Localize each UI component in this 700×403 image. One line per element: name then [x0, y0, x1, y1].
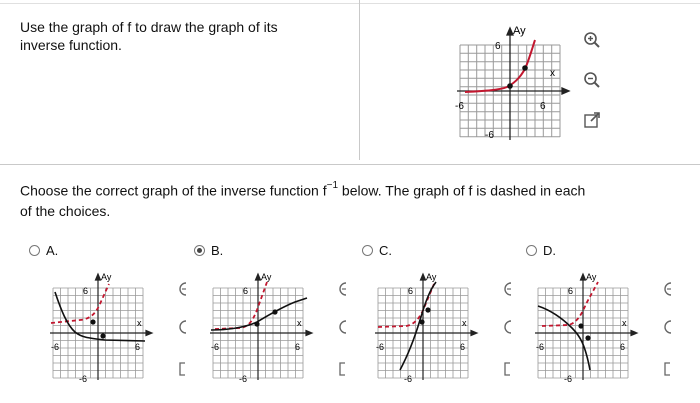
option-a-label: A. — [46, 243, 59, 258]
option-b-radio[interactable] — [194, 245, 205, 256]
top-border — [0, 3, 700, 4]
option-d-graph-tick-neg6-x: -6 — [536, 342, 545, 352]
option-a-radio[interactable] — [29, 245, 40, 256]
option-a[interactable] — [29, 243, 58, 258]
main-graph-x-label: x — [550, 68, 555, 79]
option-a-graph-y-label: Ay — [101, 272, 112, 282]
option-a-external-link-icon[interactable] — [175, 360, 189, 378]
option-d-graph-point — [578, 323, 583, 328]
option-b-zoom-out-icon[interactable] — [335, 318, 349, 336]
option-c-graph-x-label: x — [462, 318, 467, 328]
option-a-zoom-in-icon[interactable] — [175, 280, 189, 298]
option-a-graph-tick-neg6-x: -6 — [51, 342, 60, 352]
prompt-line-2: of the choices. — [20, 202, 111, 219]
question-text — [20, 18, 340, 54]
panel-divider — [359, 0, 360, 160]
question-line-2: inverse function. — [20, 37, 122, 53]
option-c-dashed-curve — [378, 284, 434, 327]
option-b-graph — [205, 270, 315, 385]
option-d[interactable] — [526, 243, 556, 258]
option-d-graph-tick-6-y: 6 — [568, 286, 574, 296]
main-graph-tick-neg6-y: -6 — [485, 130, 494, 141]
option-c[interactable] — [362, 243, 392, 258]
prompt-text-after: below. The graph of f is dashed in each — [341, 182, 586, 199]
option-d-graph-tick-neg6-y: -6 — [564, 374, 573, 384]
option-a-graph-tick-6-x: 6 — [135, 342, 141, 352]
option-a-graph-x-label: x — [137, 318, 142, 328]
option-b-external-link-icon[interactable] — [335, 360, 349, 378]
option-c-graph — [370, 270, 480, 385]
inverse-superscript: −1 — [326, 180, 339, 191]
option-d-graph-y-label: Ay — [586, 272, 597, 282]
main-graph-point — [522, 65, 528, 71]
option-b-graph-point — [272, 309, 277, 314]
option-a-graph-tick-neg6-y: -6 — [79, 374, 88, 384]
option-b-graph-tick-6-x: 6 — [295, 342, 301, 352]
option-b-graph-x-label: x — [297, 318, 302, 328]
option-a-zoom-out-icon[interactable] — [175, 318, 189, 336]
question-line-1: Use the graph of f to draw the graph of its — [20, 19, 278, 35]
option-d-external-link-icon[interactable] — [660, 360, 674, 378]
main-graph — [445, 20, 575, 145]
zoom-in-icon[interactable] — [582, 30, 602, 50]
option-b-graph-y-label: Ay — [261, 272, 272, 282]
option-d-graph — [530, 270, 640, 385]
option-b-graph-point — [254, 321, 259, 326]
option-d-graph-point — [585, 335, 590, 340]
option-a-graph-point — [100, 333, 105, 338]
option-d-label: D. — [543, 243, 556, 258]
option-b-graph-tick-neg6-x: -6 — [211, 342, 220, 352]
option-c-zoom-out-icon[interactable] — [500, 318, 514, 336]
prompt-text — [20, 178, 690, 221]
external-link-icon[interactable] — [582, 110, 602, 130]
option-d-zoom-out-icon[interactable] — [660, 318, 674, 336]
option-a-graph-tick-6-y: 6 — [83, 286, 89, 296]
option-c-graph-y-label: Ay — [426, 272, 437, 282]
option-b-label: B. — [211, 243, 224, 258]
option-d-radio[interactable] — [526, 245, 537, 256]
zoom-out-icon[interactable] — [582, 70, 602, 90]
main-graph-tick-6-x: 6 — [540, 101, 546, 112]
option-c-radio[interactable] — [362, 245, 373, 256]
option-d-graph-x-label: x — [622, 318, 627, 328]
option-c-graph-tick-neg6-y: -6 — [404, 374, 413, 384]
prompt-text-before: Choose the correct graph of the inverse function f — [20, 182, 327, 199]
option-b-graph-tick-neg6-y: -6 — [239, 374, 248, 384]
option-c-graph-tick-6-x: 6 — [460, 342, 466, 352]
option-c-graph-tick-neg6-x: -6 — [376, 342, 385, 352]
option-b-dashed-curve — [215, 282, 267, 329]
option-c-zoom-in-icon[interactable] — [500, 280, 514, 298]
option-d-zoom-in-icon[interactable] — [660, 280, 674, 298]
option-a-solid-curve — [55, 292, 145, 341]
option-a-graph-point — [90, 319, 95, 324]
option-a-graph — [45, 270, 155, 385]
option-b[interactable] — [194, 243, 223, 258]
option-c-graph-point — [419, 319, 424, 324]
option-b-graph-tick-6-y: 6 — [243, 286, 249, 296]
section-divider — [0, 164, 700, 165]
main-graph-point — [507, 83, 513, 89]
option-c-external-link-icon[interactable] — [500, 360, 514, 378]
main-graph-y-label: Ay — [513, 25, 526, 37]
main-graph-tick-neg6-x: -6 — [455, 101, 464, 112]
main-graph-tick-6-y: 6 — [495, 41, 501, 52]
option-c-graph-point — [425, 307, 430, 312]
option-d-graph-tick-6-x: 6 — [620, 342, 626, 352]
option-c-label: C. — [379, 243, 392, 258]
option-c-graph-tick-6-y: 6 — [408, 286, 414, 296]
option-b-zoom-in-icon[interactable] — [335, 280, 349, 298]
